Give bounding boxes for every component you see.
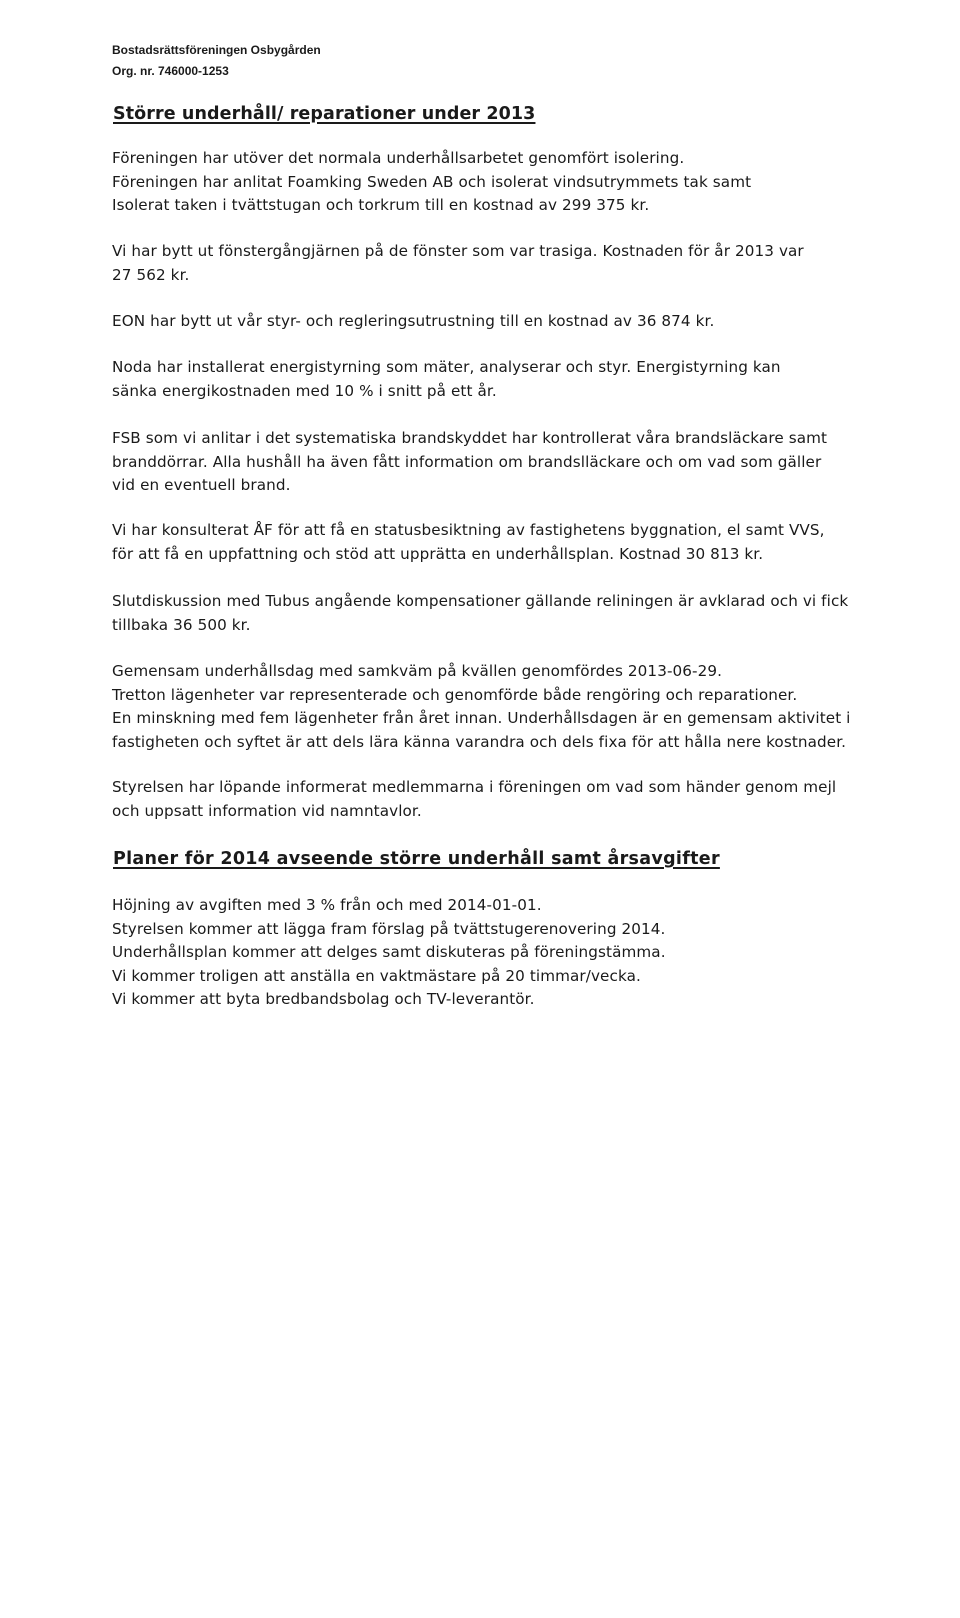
text-line: sänka energikostnaden med 10 % i snitt på ett år. bbox=[112, 381, 497, 400]
text-line: FSB som vi anlitar i det systematiska brandskyddet har kontrollerat våra brandsläckare samt bbox=[112, 429, 828, 447]
paragraph-planer-2014 bbox=[112, 894, 917, 1012]
organization-name: Bostadsrättsföreningen Osbygården bbox=[112, 43, 321, 57]
text-line: 27 562 kr. bbox=[112, 265, 190, 284]
paragraph-fonstergangjarn bbox=[112, 240, 917, 287]
text-line: Isolerat taken i tvättstugan och torkrum till en kostnad av 299 375 kr. bbox=[112, 196, 650, 215]
text-line: Tretton lägenheter var representerade och genomförde både rengöring och reparationer. bbox=[112, 685, 798, 704]
document-header bbox=[112, 40, 321, 82]
paragraph-underhallsdag bbox=[112, 660, 917, 754]
text-line: tillbaka 36 500 kr. bbox=[112, 615, 251, 634]
text-line: Noda har installerat energistyrning som mäter, analyserar och styr. Energistyrning kan bbox=[112, 358, 781, 376]
paragraph-isolering bbox=[112, 147, 917, 218]
text-line: Vi har bytt ut fönstergångjärnen på de fönster som var trasiga. Kostnaden för år 2013 var bbox=[112, 242, 804, 260]
text-line: Underhållsplan kommer att delges samt diskuteras på föreningstämma. bbox=[112, 943, 666, 962]
text-line: Föreningen har utöver det normala underhållsarbetet genomfört isolering. bbox=[112, 149, 685, 167]
text-line: fastigheten och syftet är att dels lära känna varandra och dels fixa för att hålla nere kostnader. bbox=[112, 732, 847, 751]
paragraph-noda bbox=[112, 356, 917, 403]
section-heading-2013: Större underhåll/ reparationer under 2013 bbox=[113, 104, 536, 124]
text-line: Styrelsen har löpande informerat medlemmarna i föreningen om vad som händer genom mejl bbox=[112, 778, 837, 796]
text-line: En minskning med fem lägenheter från året innan. Underhållsdagen är en gemensam aktivitet i bbox=[112, 709, 851, 728]
text-line: Höjning av avgiften med 3 % från och med 2014-01-01. bbox=[112, 896, 542, 914]
paragraph-fsb bbox=[112, 427, 917, 498]
text-line: Vi har konsulterat ÅF för att få en statusbesiktning av fastighetens byggnation, el samt VVS, bbox=[112, 521, 825, 539]
text-line: Gemensam underhållsdag med samkväm på kvällen genomfördes 2013-06-29. bbox=[112, 662, 723, 680]
paragraph-information bbox=[112, 776, 917, 823]
text-line: Vi kommer att byta bredbandsbolag och TV-leverantör. bbox=[112, 990, 535, 1009]
paragraph-eon bbox=[112, 310, 917, 334]
text-line: Föreningen har anlitat Foamking Sweden AB och isolerat vindsutrymmets tak samt bbox=[112, 172, 752, 191]
paragraph-tubus bbox=[112, 590, 917, 637]
text-line: Slutdiskussion med Tubus angående kompensationer gällande reliningen är avklarad och vi fick bbox=[112, 592, 849, 610]
section-heading-2014: Planer för 2014 avseende större underhåll samt årsavgifter bbox=[113, 849, 720, 869]
text-line: branddörrar. Alla hushåll ha även fått information om brandslläckare och om vad som gäller bbox=[112, 452, 822, 471]
text-line: för att få en uppfattning och stöd att upprätta en underhållsplan. Kostnad 30 813 kr. bbox=[112, 544, 764, 563]
text-line: vid en eventuell brand. bbox=[112, 476, 291, 495]
text-line: och uppsatt information vid namntavlor. bbox=[112, 801, 422, 820]
text-line: Vi kommer troligen att anställa en vaktmästare på 20 timmar/vecka. bbox=[112, 966, 641, 985]
text-line: Styrelsen kommer att lägga fram förslag på tvättstugerenovering 2014. bbox=[112, 919, 666, 938]
organization-number: Org. nr. 746000-1253 bbox=[112, 64, 229, 78]
paragraph-af bbox=[112, 519, 917, 566]
text-line: EON har bytt ut vår styr- och regleringsutrustning till en kostnad av 36 874 kr. bbox=[112, 312, 715, 330]
